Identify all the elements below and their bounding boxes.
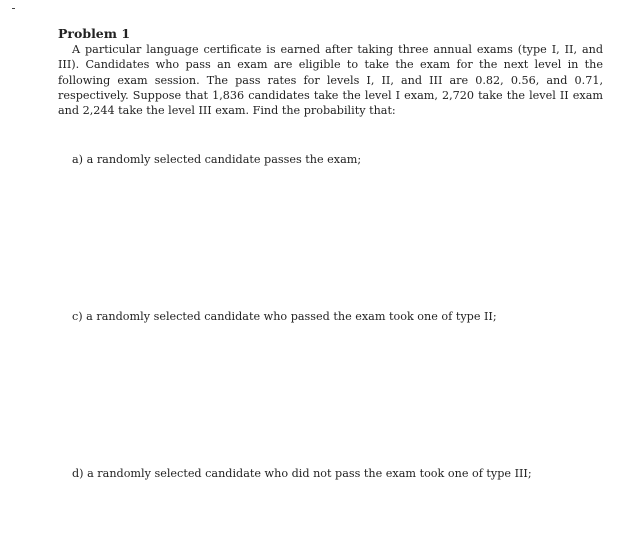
problem-title: Problem 1 — [58, 26, 131, 41]
question-c: c) a randomly selected candidate who passed the exam took one of type II; — [72, 310, 497, 323]
corner-mark — [12, 8, 15, 9]
problem-block — [58, 26, 603, 118]
problem-statement: A particular language certificate is earned after taking three annual exams (type I, II, and III). Candidates who pass an exam are eligible to take the exam for the next level in the following exam session. The pass rates for levels I, II, and III are 0.82, 0.56, and 0.71, respectively. Suppose that 1,836 candidates take the level I exam, 2,720 take the level II exam and 2,244 take the level III exam. Find the probability that: — [58, 43, 603, 118]
question-d: d) a randomly selected candidate who did not pass the exam took one of type III; — [72, 467, 532, 480]
question-a: a) a randomly selected candidate passes the exam; — [72, 153, 362, 166]
